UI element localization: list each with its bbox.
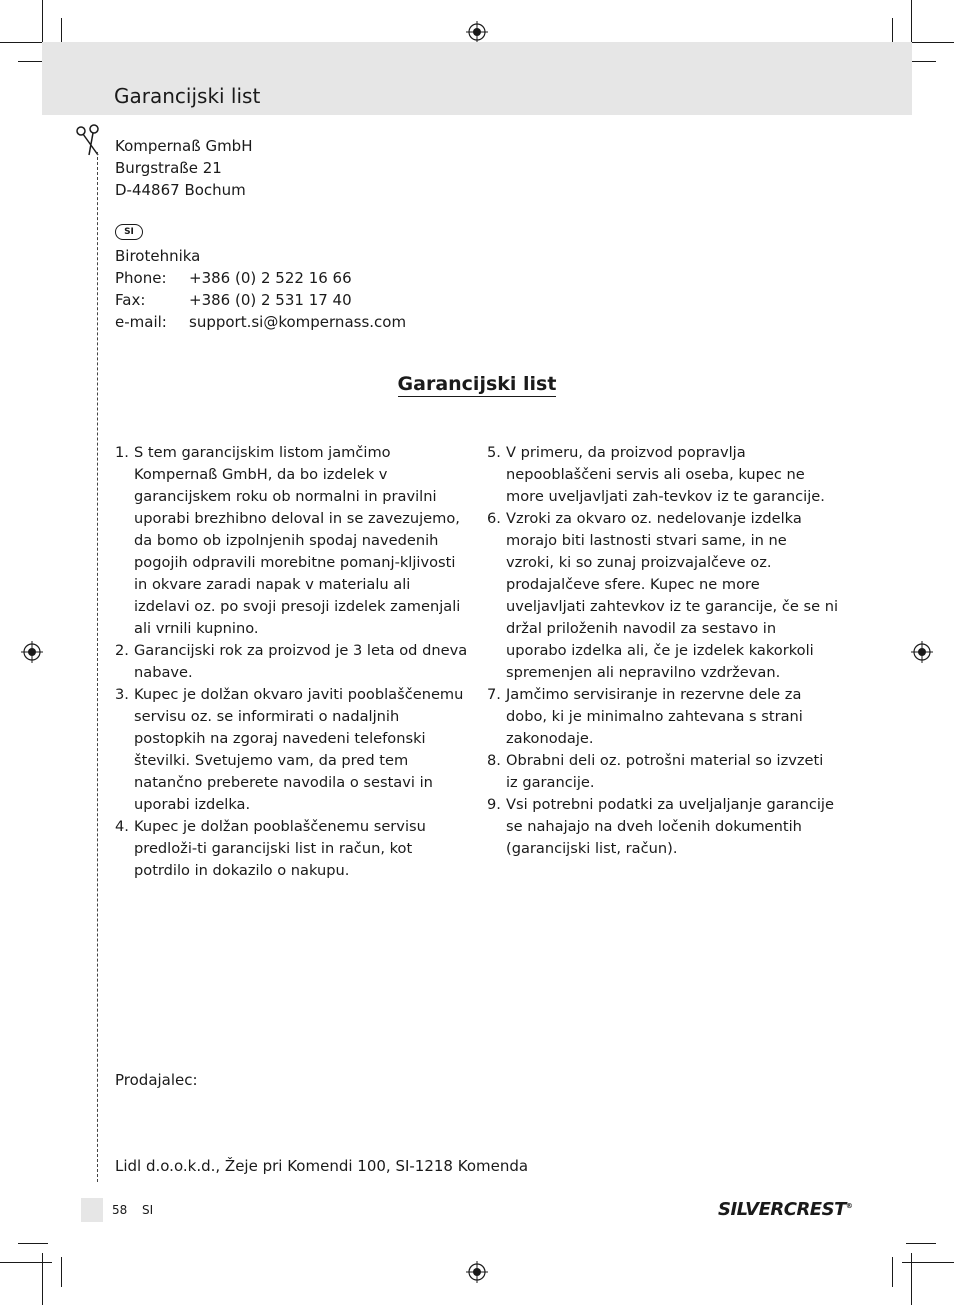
clause-number: 9.: [487, 796, 501, 813]
registration-mark-icon: [466, 21, 488, 43]
seller-label: Prodajalec:: [115, 1071, 198, 1089]
crop-mark: [892, 1257, 893, 1287]
crop-mark: [0, 1262, 52, 1263]
clause-text: Kupec je dolžan okvaro javiti pooblaščenemu servisu oz. se informirati o nadaljnih postopkih na zgoraj navedeni telefonski številki. Svetujemo vam, da pred tem natančno preberete navodila o sestavi in uporabi izdelka.: [134, 686, 464, 813]
service-contact: [115, 245, 406, 333]
clause-number: 2.: [115, 642, 129, 659]
clause-item: [487, 794, 839, 860]
clause-item: [115, 816, 469, 882]
page-title: Garancijski list: [114, 84, 261, 108]
page-number: 58: [112, 1203, 128, 1217]
phone-row: [115, 267, 406, 289]
clause-item: [487, 508, 839, 684]
clause-number: 5.: [487, 444, 501, 461]
clause-text: Kupec je dolžan pooblaščenemu servisu predloži-ti garancijski list in račun, kot potrdilo in dokazilo o nakupu.: [134, 818, 426, 879]
clause-item: [115, 442, 469, 640]
clauses-left-column: [115, 442, 469, 882]
clause-text: S tem garancijskim listom jamčimo Kompernaß GmbH, da bo izdelek v garancijskem roku ob normalni in pravilni uporabi brezhibno deloval in se zavezujemo, da bomo ob izpolnjenih spodaj navedenih pogojih odpravili morebitne pomanj-kljivosti in okvare zaradi napak v materialu ali izdelavi oz. po svoji presoji izdelek zamenjali ali vrnili kupnino.: [134, 444, 461, 637]
clause-text: V primeru, da proizvod popravlja nepooblaščeni servis ali oseba, kupec ne more uveljavljati zah-tevkov iz te garancije.: [506, 444, 825, 505]
email-row: [115, 311, 406, 333]
company-name: Kompernaß GmbH: [115, 137, 253, 155]
phone-value: +386 (0) 2 522 16 66: [189, 269, 352, 287]
email-label: e-mail:: [115, 313, 167, 331]
scissors-icon: [72, 122, 106, 156]
brand-registered-mark: ®: [845, 1202, 853, 1210]
clause-text: Jamčimo servisiranje in rezervne dele za dobo, ki je minimalno zahtevana s strani zakonodaje.: [506, 686, 803, 747]
company-street: Burgstraße 21: [115, 159, 222, 177]
company-address: [115, 135, 252, 201]
page-language: SI: [142, 1203, 154, 1217]
clauses-right-column: [487, 442, 839, 860]
registration-mark-icon: [911, 641, 933, 663]
clause-item: [487, 442, 839, 508]
fax-value: +386 (0) 2 531 17 40: [189, 291, 352, 309]
country-badge: SI: [115, 224, 143, 240]
service-name: Birotehnika: [115, 247, 201, 265]
clause-number: 4.: [115, 818, 129, 835]
clause-number: 7.: [487, 686, 501, 703]
document-title-wrap: [0, 373, 954, 395]
crop-mark: [42, 1253, 43, 1305]
email-value: support.si@kompernass.com: [189, 313, 407, 331]
clause-text: Obrabni deli oz. potrošni material so izvzeti iz garancije.: [506, 752, 824, 791]
distributor-address: Lidl d.o.o.k.d., Žeje pri Komendi 100, SI-1218 Komenda: [115, 1157, 529, 1175]
clause-number: 3.: [115, 686, 129, 703]
registration-mark-icon: [466, 1261, 488, 1283]
clause-number: 8.: [487, 752, 501, 769]
fax-row: [115, 289, 406, 311]
crop-mark: [911, 1253, 912, 1305]
clause-text: Vzroki za okvaro oz. nedelovanje izdelka morajo biti lastnosti stvari same, in ne vzroki, ki so zunaj proizvajalčeve oz. prodajalčeve sfere. Kupec ne more uveljavljati zahtevkov iz te garancije, če se ni držal priloženih navodil za sestavo in uporabo izdelka ali, če je izdelek kakorkoli spremenjen ali nepravilno vzdrževan.: [506, 510, 838, 681]
crop-mark: [18, 1243, 48, 1244]
crop-mark: [902, 1262, 954, 1263]
clause-item: [115, 640, 469, 684]
cut-line: [97, 152, 98, 1182]
fax-label: Fax:: [115, 291, 146, 309]
registration-mark-icon: [21, 641, 43, 663]
clause-text: Garancijski rok za proizvod je 3 leta od dneva nabave.: [134, 642, 468, 681]
crop-mark: [906, 1243, 936, 1244]
clause-item: [487, 750, 839, 794]
brand-name: SILVERCREST: [718, 1199, 846, 1220]
phone-label: Phone:: [115, 269, 167, 287]
document-title: Garancijski list: [397, 373, 557, 395]
clause-item: [487, 684, 839, 750]
crop-mark: [61, 1257, 62, 1287]
clause-text: Vsi potrebni podatki za uveljaljanje garancije se nahajajo na dveh ločenih dokumentih (garancijski list, račun).: [506, 796, 834, 857]
clause-item: [115, 684, 469, 816]
company-city: D-44867 Bochum: [115, 181, 246, 199]
brand-logo: [718, 1199, 852, 1220]
clause-number: 1.: [115, 444, 129, 461]
page-marker-box: [81, 1198, 103, 1222]
clause-number: 6.: [487, 510, 501, 527]
